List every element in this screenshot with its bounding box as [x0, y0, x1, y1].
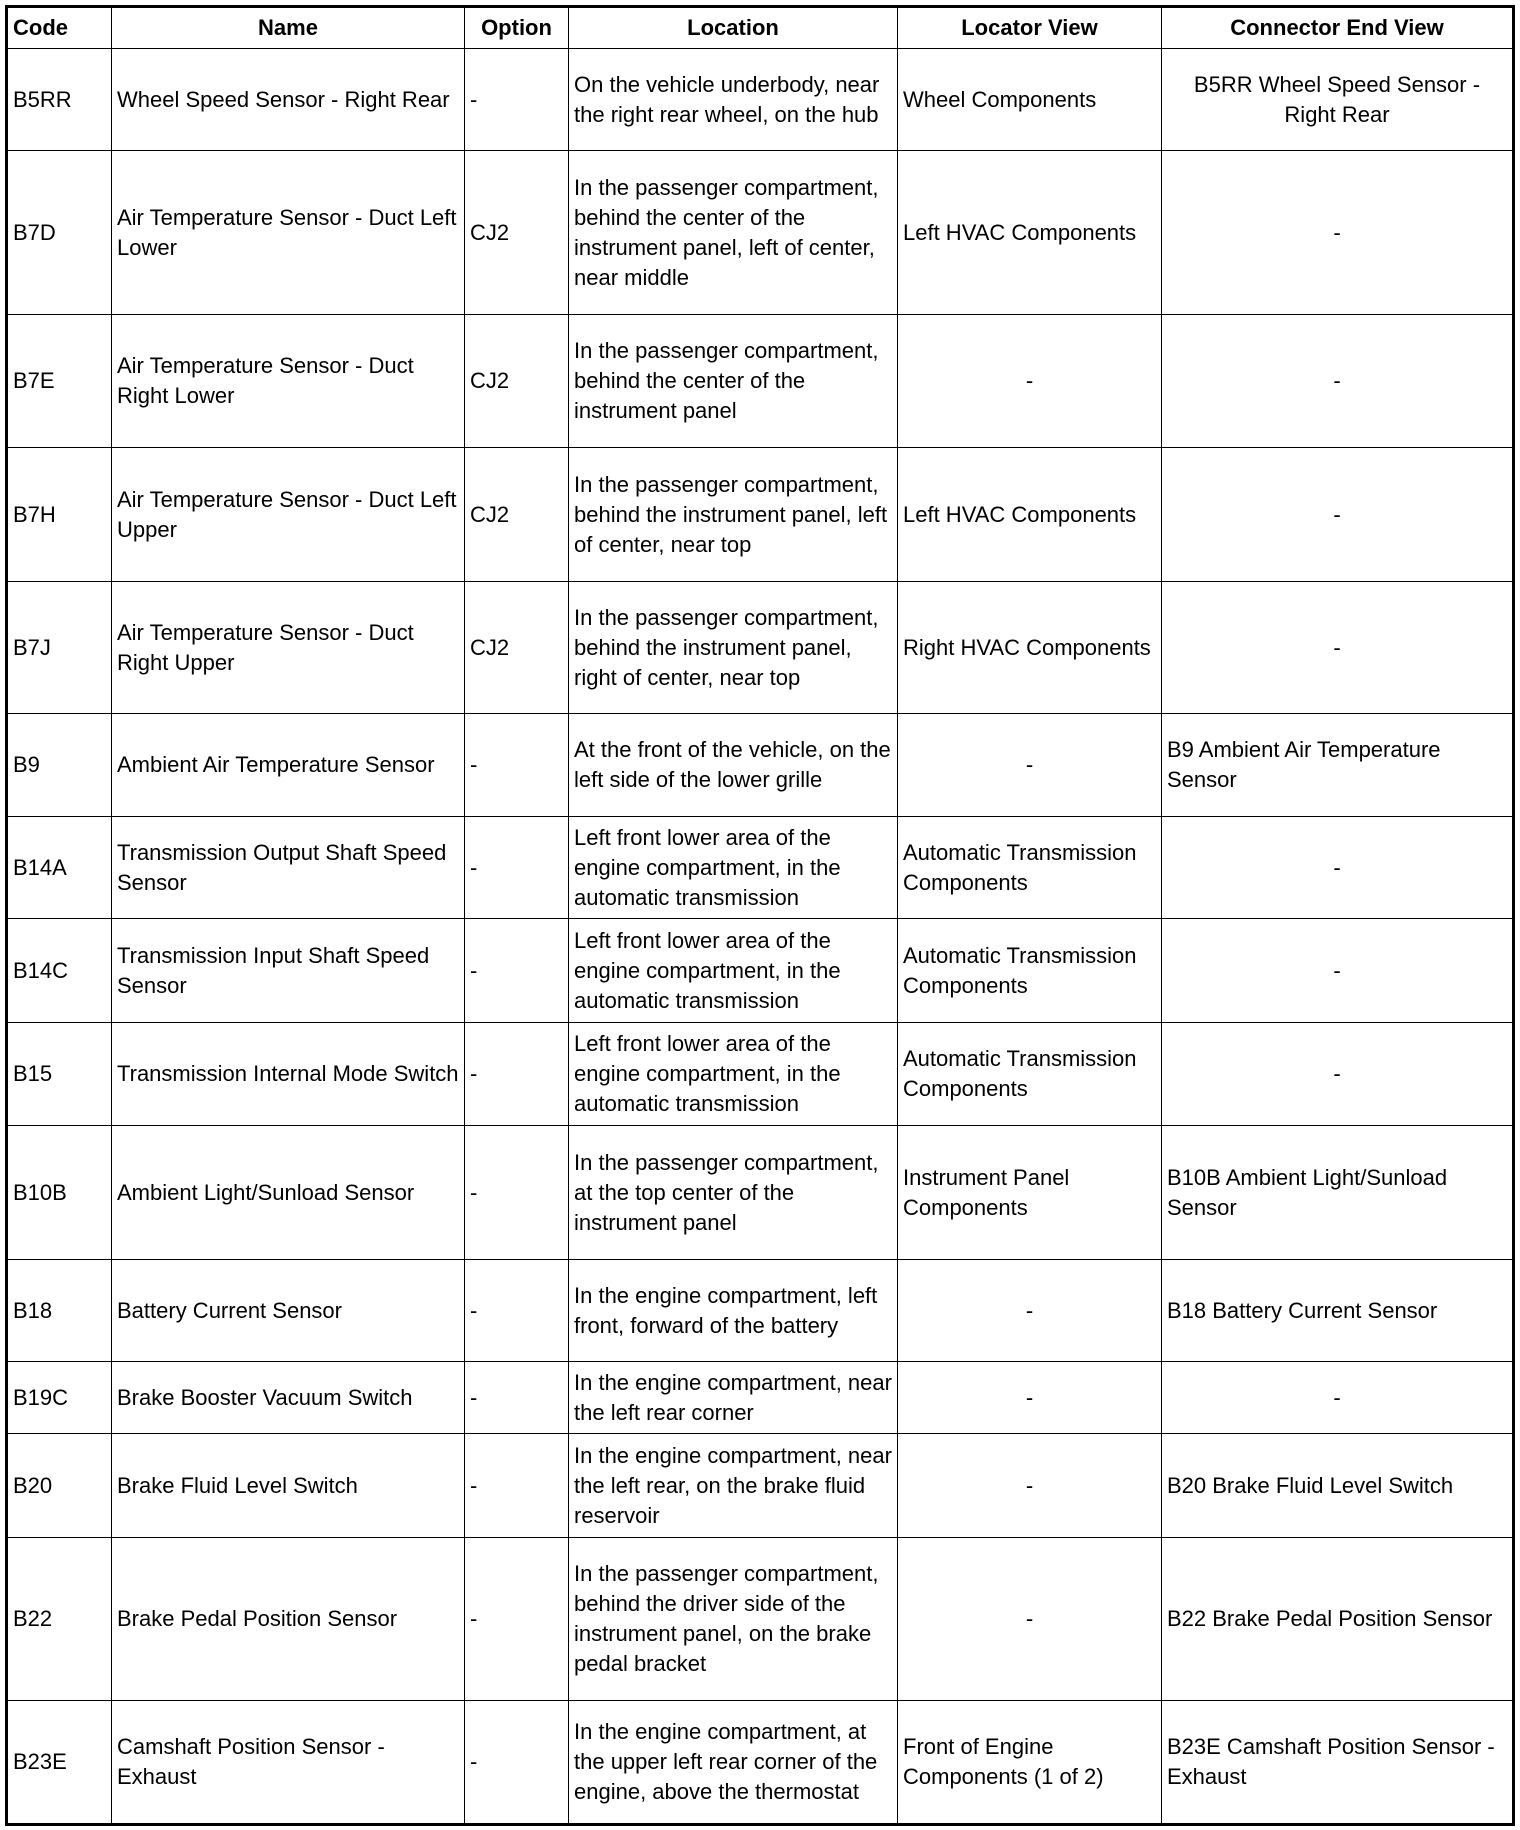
table-row: [7, 714, 1514, 817]
cell-code: B7H: [7, 448, 112, 582]
cell-name: Brake Booster Vacuum Switch: [112, 1362, 465, 1434]
cell-code: B18: [7, 1260, 112, 1362]
cell-location: In the engine compartment, near the left rear corner: [569, 1362, 898, 1434]
cell-connector: B22 Brake Pedal Position Sensor: [1162, 1538, 1514, 1701]
cell-name: Ambient Light/Sunload Sensor: [112, 1126, 465, 1260]
header-locator-view: Locator View: [898, 7, 1162, 49]
cell-code: B7D: [7, 151, 112, 315]
cell-locator: -: [898, 1362, 1162, 1434]
cell-code: B15: [7, 1023, 112, 1126]
cell-option: -: [465, 714, 569, 817]
cell-connector: -: [1162, 1023, 1514, 1126]
cell-connector: B5RR Wheel Speed Sensor - Right Rear: [1162, 49, 1514, 151]
cell-location: In the passenger compartment, behind the instrument panel, right of center, near top: [569, 582, 898, 714]
cell-code: B23E: [7, 1701, 112, 1825]
cell-code: B20: [7, 1434, 112, 1538]
cell-option: -: [465, 1362, 569, 1434]
cell-code: B5RR: [7, 49, 112, 151]
cell-location: In the engine compartment, left front, forward of the battery: [569, 1260, 898, 1362]
cell-locator: Left HVAC Components: [898, 151, 1162, 315]
table-row: [7, 49, 1514, 151]
cell-code: B9: [7, 714, 112, 817]
table-row: [7, 817, 1514, 919]
cell-location: At the front of the vehicle, on the left side of the lower grille: [569, 714, 898, 817]
cell-name: Air Temperature Sensor - Duct Left Upper: [112, 448, 465, 582]
cell-location: In the engine compartment, at the upper left rear corner of the engine, above the thermostat: [569, 1701, 898, 1825]
cell-locator: Automatic Transmission Components: [898, 919, 1162, 1023]
table-row: [7, 1126, 1514, 1260]
cell-name: Battery Current Sensor: [112, 1260, 465, 1362]
cell-locator: -: [898, 1260, 1162, 1362]
cell-option: -: [465, 1434, 569, 1538]
cell-locator: Automatic Transmission Components: [898, 1023, 1162, 1126]
table-row: [7, 1701, 1514, 1825]
cell-name: Air Temperature Sensor - Duct Right Lower: [112, 315, 465, 448]
header-connector-end-view: Connector End View: [1162, 7, 1514, 49]
table-row: [7, 919, 1514, 1023]
cell-connector: -: [1162, 151, 1514, 315]
cell-location: In the passenger compartment, behind the instrument panel, left of center, near top: [569, 448, 898, 582]
table-row: [7, 582, 1514, 714]
cell-code: B22: [7, 1538, 112, 1701]
cell-locator: Instrument Panel Components: [898, 1126, 1162, 1260]
table-row: [7, 448, 1514, 582]
cell-locator: -: [898, 1538, 1162, 1701]
cell-code: B7E: [7, 315, 112, 448]
cell-connector: -: [1162, 817, 1514, 919]
cell-locator: -: [898, 315, 1162, 448]
cell-location: In the passenger compartment, behind the driver side of the instrument panel, on the brake pedal bracket: [569, 1538, 898, 1701]
header-option: Option: [465, 7, 569, 49]
table-row: [7, 315, 1514, 448]
component-locator-table: [5, 5, 1515, 1826]
cell-name: Ambient Air Temperature Sensor: [112, 714, 465, 817]
cell-connector: -: [1162, 582, 1514, 714]
cell-name: Air Temperature Sensor - Duct Right Upper: [112, 582, 465, 714]
cell-location: In the passenger compartment, behind the center of the instrument panel: [569, 315, 898, 448]
cell-option: -: [465, 817, 569, 919]
cell-name: Brake Fluid Level Switch: [112, 1434, 465, 1538]
cell-connector: B20 Brake Fluid Level Switch: [1162, 1434, 1514, 1538]
cell-locator: -: [898, 1434, 1162, 1538]
cell-name: Camshaft Position Sensor - Exhaust: [112, 1701, 465, 1825]
cell-name: Air Temperature Sensor - Duct Left Lower: [112, 151, 465, 315]
cell-option: -: [465, 1023, 569, 1126]
cell-option: -: [465, 1260, 569, 1362]
cell-location: On the vehicle underbody, near the right rear wheel, on the hub: [569, 49, 898, 151]
cell-connector: -: [1162, 448, 1514, 582]
cell-option: -: [465, 1701, 569, 1825]
cell-name: Transmission Output Shaft Speed Sensor: [112, 817, 465, 919]
cell-code: B19C: [7, 1362, 112, 1434]
cell-connector: B18 Battery Current Sensor: [1162, 1260, 1514, 1362]
cell-code: B14A: [7, 817, 112, 919]
cell-name: Brake Pedal Position Sensor: [112, 1538, 465, 1701]
table-row: [7, 1538, 1514, 1701]
cell-code: B7J: [7, 582, 112, 714]
cell-option: -: [465, 1538, 569, 1701]
cell-locator: Right HVAC Components: [898, 582, 1162, 714]
table-row: [7, 1023, 1514, 1126]
cell-name: Transmission Input Shaft Speed Sensor: [112, 919, 465, 1023]
cell-location: Left front lower area of the engine compartment, in the automatic transmission: [569, 817, 898, 919]
cell-option: -: [465, 49, 569, 151]
cell-locator: -: [898, 714, 1162, 817]
cell-option: CJ2: [465, 448, 569, 582]
cell-location: In the engine compartment, near the left rear, on the brake fluid reservoir: [569, 1434, 898, 1538]
cell-code: B14C: [7, 919, 112, 1023]
header-location: Location: [569, 7, 898, 49]
cell-locator: Front of Engine Components (1 of 2): [898, 1701, 1162, 1825]
cell-name: Transmission Internal Mode Switch: [112, 1023, 465, 1126]
cell-connector: B23E Camshaft Position Sensor - Exhaust: [1162, 1701, 1514, 1825]
cell-connector: B9 Ambient Air Temperature Sensor: [1162, 714, 1514, 817]
cell-code: B10B: [7, 1126, 112, 1260]
cell-option: CJ2: [465, 315, 569, 448]
cell-option: -: [465, 919, 569, 1023]
table-row: [7, 1362, 1514, 1434]
cell-locator: Wheel Components: [898, 49, 1162, 151]
cell-locator: Automatic Transmission Components: [898, 817, 1162, 919]
header-code: Code: [7, 7, 112, 49]
cell-locator: Left HVAC Components: [898, 448, 1162, 582]
cell-connector: -: [1162, 919, 1514, 1023]
cell-connector: B10B Ambient Light/Sunload Sensor: [1162, 1126, 1514, 1260]
cell-location: In the passenger compartment, behind the center of the instrument panel, left of center, near middle: [569, 151, 898, 315]
cell-location: In the passenger compartment, at the top center of the instrument panel: [569, 1126, 898, 1260]
header-name: Name: [112, 7, 465, 49]
table-row: [7, 151, 1514, 315]
cell-option: CJ2: [465, 582, 569, 714]
header-row: [7, 7, 1514, 49]
table-row: [7, 1434, 1514, 1538]
cell-location: Left front lower area of the engine compartment, in the automatic transmission: [569, 1023, 898, 1126]
table-row: [7, 1260, 1514, 1362]
cell-connector: -: [1162, 315, 1514, 448]
cell-connector: -: [1162, 1362, 1514, 1434]
cell-option: -: [465, 1126, 569, 1260]
cell-location: Left front lower area of the engine compartment, in the automatic transmission: [569, 919, 898, 1023]
cell-option: CJ2: [465, 151, 569, 315]
cell-name: Wheel Speed Sensor - Right Rear: [112, 49, 465, 151]
